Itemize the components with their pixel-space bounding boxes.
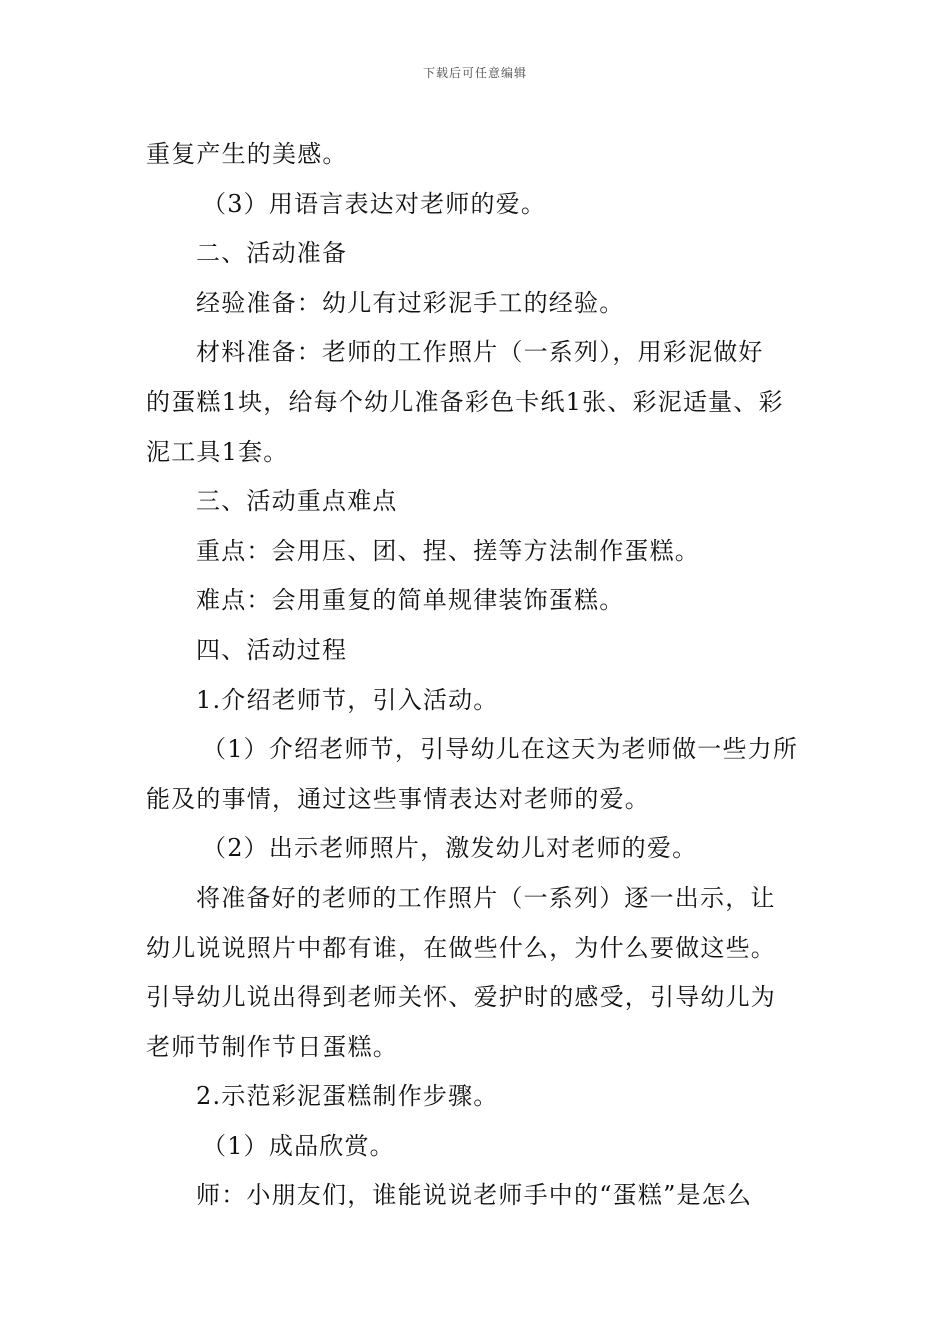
body-line: 经验准备：幼儿有过彩泥手工的经验。 <box>196 288 625 317</box>
body-line: 师：小朋友们，谁能说说老师手中的“蛋糕”是怎么 <box>196 1181 753 1210</box>
body-line: （1）成品欣赏。 <box>202 1131 395 1160</box>
body-line: 将准备好的老师的工作照片（一系列）逐一出示，让 <box>196 883 776 912</box>
section-heading: 二、活动准备 <box>196 239 348 268</box>
body-line: 重点：会用压、团、捏、搓等方法制作蛋糕。 <box>196 536 700 565</box>
body-line: 重复产生的美感。 <box>146 140 348 168</box>
body-line: 泥工具1套。 <box>146 437 289 466</box>
body-line: （2）出示老师照片，激发幼儿对老师的爱。 <box>202 834 698 863</box>
body-line: （1）介绍老师节，引导幼儿在这天为老师做一些力所 <box>202 735 799 764</box>
section-heading: 三、活动重点难点 <box>196 487 398 516</box>
body-line: （3）用语言表达对老师的爱。 <box>202 189 547 218</box>
body-line: 能及的事情，通过这些事情表达对老师的爱。 <box>146 784 650 813</box>
body-line: 引导幼儿说出得到老师关怀、爱护时的感受，引导幼儿为 <box>146 983 776 1012</box>
body-line: 材料准备：老师的工作照片（一系列），用彩泥做好 <box>196 338 764 367</box>
body-line: 的蛋糕1块，给每个幼儿准备彩色卡纸1张、彩泥适量、彩 <box>146 387 784 416</box>
body-line: 1.介绍老师节，引入活动。 <box>196 685 499 714</box>
document-body <box>146 130 806 1221</box>
section-heading: 四、活动过程 <box>196 635 348 664</box>
body-line: 老师节制作节日蛋糕。 <box>146 1032 398 1061</box>
body-line: 难点：会用重复的简单规律装饰蛋糕。 <box>196 586 625 615</box>
body-line: 2.示范彩泥蛋糕制作步骤。 <box>196 1082 499 1111</box>
body-line: 幼儿说说照片中都有谁，在做些什么，为什么要做这些。 <box>146 933 776 962</box>
page-header: 下载后可任意编辑 <box>422 66 527 80</box>
